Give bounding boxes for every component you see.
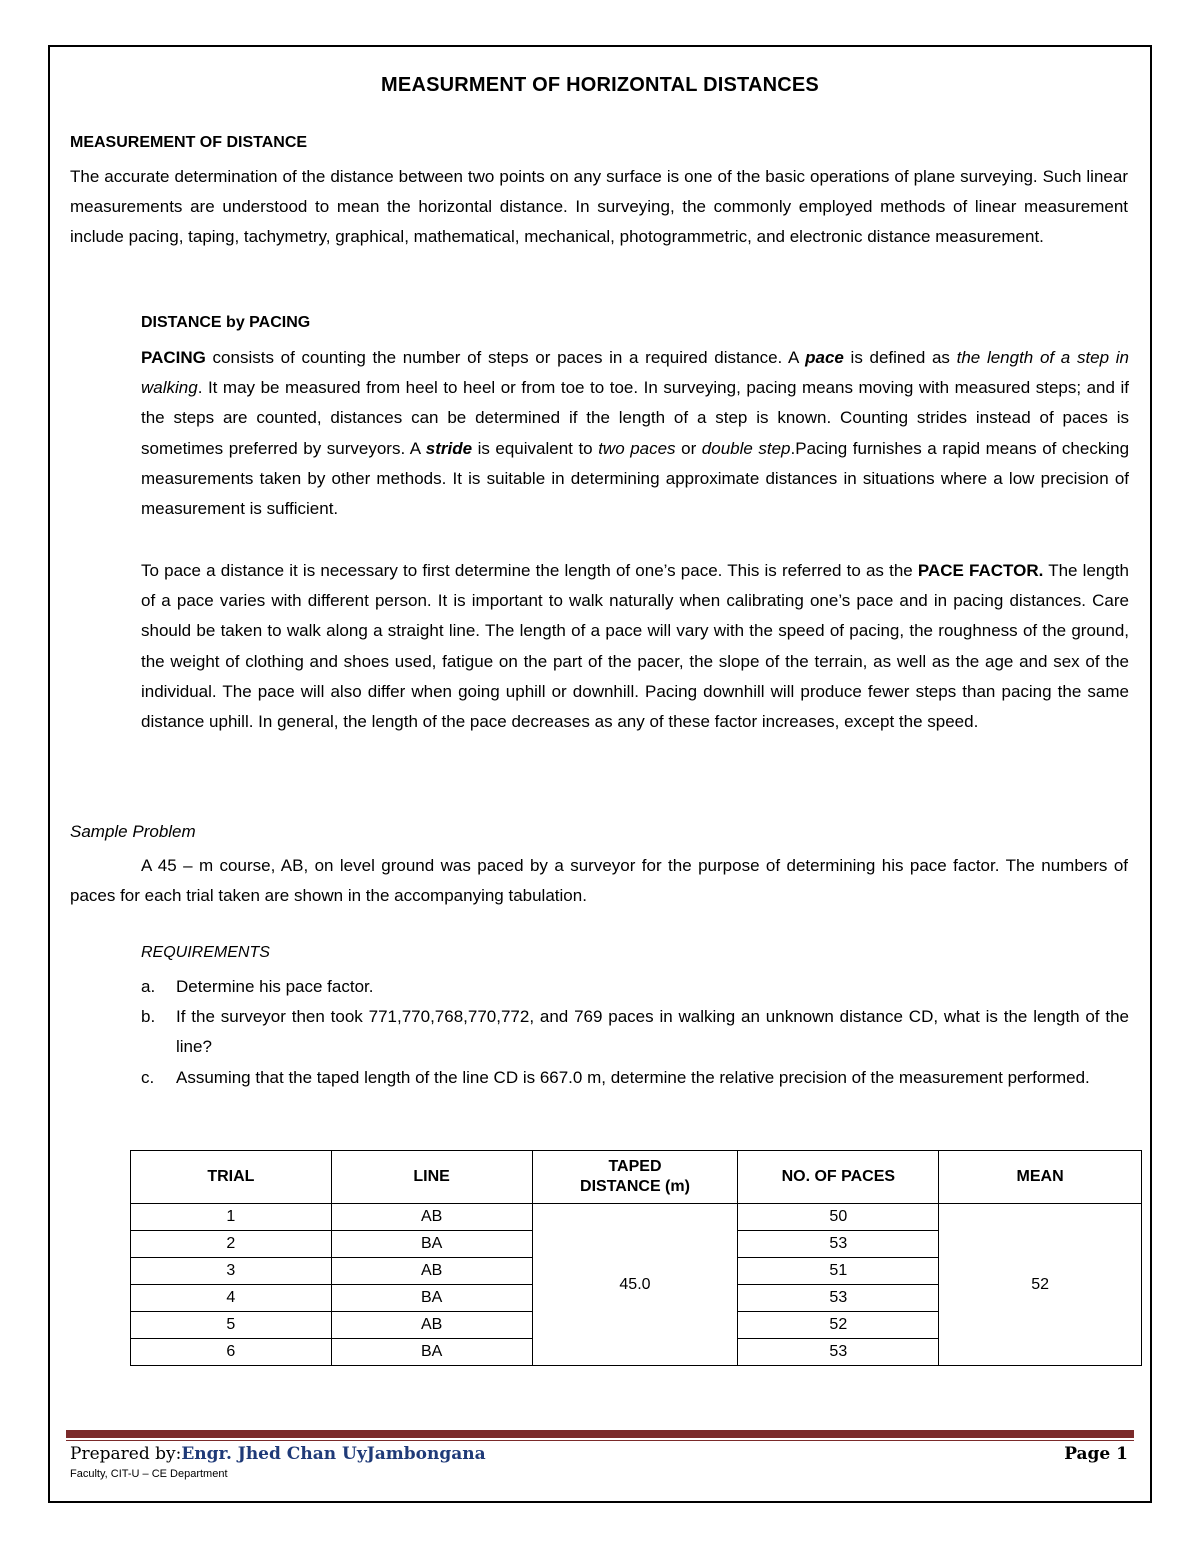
- pace-definition: the length of a step in walking: [141, 348, 1129, 398]
- paces-cell: 51: [738, 1258, 939, 1285]
- trial-cell: 3: [131, 1258, 332, 1285]
- section-heading-measurement: MEASUREMENT OF DISTANCE: [70, 134, 308, 151]
- requirements-heading: REQUIREMENTS: [141, 944, 270, 961]
- sample-problem-paragraph: A 45 – m course, AB, on level ground was paced by a surveyor for the purpose of determining his pace factor. The numbers of paces for each trial taken are shown in the accompanying tabulation.: [70, 856, 1128, 906]
- pacing-paragraph: [141, 343, 1129, 524]
- line-cell: BA: [331, 1231, 532, 1258]
- term-stride: stride: [425, 438, 473, 458]
- footer-prepared-by: [70, 1444, 486, 1464]
- pace-factor-paragraph: [141, 556, 1129, 737]
- line-cell: AB: [331, 1204, 532, 1231]
- column-header-taped-distance: TAPED DISTANCE (m): [532, 1151, 738, 1204]
- text-run: consists of counting the number of steps or paces in a required distance. A: [205, 348, 806, 367]
- requirement-label: a.: [141, 977, 156, 996]
- trial-cell: 5: [131, 1312, 332, 1339]
- line-cell: BA: [331, 1285, 532, 1312]
- trial-cell: 2: [131, 1231, 332, 1258]
- page-title: MEASURMENT OF HORIZONTAL DISTANCES: [381, 74, 819, 96]
- text-run: To pace a distance it is necessary to first determine the length of one’s pace. This is referred to as the: [141, 561, 918, 580]
- text-run: is defined as: [843, 348, 957, 367]
- author-affiliation: Faculty, CIT-U – CE Department: [70, 1468, 228, 1480]
- term-pace: pace: [805, 348, 844, 367]
- sample-problem-heading: Sample Problem: [70, 822, 196, 841]
- text-run: . It may be measured from heel to heel or from toe to toe. In surveying, pacing means moving with measured steps; and if the steps are counted, distances can be determined if the length of a step is known. Counting strides instead of paces is sometimes preferred by surveyors. A: [141, 378, 1129, 458]
- page-number: Page 1: [1064, 1444, 1128, 1464]
- stride-definition-1: two paces: [598, 438, 676, 458]
- requirements-list: [141, 972, 1129, 1093]
- line-cell: BA: [331, 1339, 532, 1366]
- mean-cell: 52: [939, 1204, 1142, 1366]
- stride-definition-2: double step: [701, 438, 791, 458]
- pacing-data-table: [130, 1150, 1142, 1366]
- paces-cell: 53: [738, 1339, 939, 1366]
- trial-cell: 4: [131, 1285, 332, 1312]
- paces-cell: 50: [738, 1204, 939, 1231]
- table-header-row: [131, 1151, 1142, 1204]
- intro-paragraph: The accurate determination of the distance between two points on any surface is one of the basic operations of plane surveying. Such linear measurements are understood to mean the horizontal distance. In surveying, the commonly employed methods of linear measurement include pacing, taping, tachymetry, graphical, mathematical, mechanical, photogrammetric, and electronic distance measurement.: [70, 167, 1128, 247]
- text-run: The length of a pace varies with different person. It is important to walk naturally when calibrating one’s pace and in pacing distances. Care should be taken to walk along a straight line. The length of a pace will vary with the speed of pacing, the roughness of the ground, the weight of clothing and shoes used, fatigue on the part of the pacer, the slope of the terrain, as well as the age and sex of the individual. The pace will also differ when going uphill or downhill. Pacing downhill will produce fewer steps than pacing the same distance uphill. In general, the length of the pace decreases as any of these factor increases, except the speed.: [141, 561, 1129, 732]
- paces-cell: 53: [738, 1285, 939, 1312]
- line-cell: AB: [331, 1258, 532, 1285]
- requirement-text: If the surveyor then took 771,770,768,770,772, and 769 paces in walking an unknown distance CD, what is the length of the line?: [176, 1007, 1129, 1057]
- table-row: [131, 1204, 1142, 1231]
- requirement-item: [141, 972, 1129, 1002]
- requirement-item: [141, 1063, 1129, 1093]
- line-cell: AB: [331, 1312, 532, 1339]
- text-run: or: [675, 438, 702, 458]
- column-header-paces: NO. OF PACES: [738, 1151, 939, 1204]
- prepared-by-label: Prepared by:: [70, 1444, 182, 1464]
- text-run: .Pacing furnishes a rapid means of checking measurements taken by other methods. It is suitable in determining approximate distances in situations where a low precision of measurement is sufficient.: [141, 438, 1130, 519]
- requirement-label: b.: [141, 1007, 156, 1027]
- requirement-text: Determine his pace factor.: [176, 977, 374, 996]
- text-run: is equivalent to: [472, 438, 599, 458]
- requirement-text: Assuming that the taped length of the line CD is 667.0 m, determine the relative precision of the measurement performed.: [176, 1067, 1090, 1087]
- section-heading-pacing: DISTANCE by PACING: [141, 314, 311, 331]
- column-header-trial: TRIAL: [131, 1151, 332, 1204]
- requirement-label: c.: [141, 1067, 155, 1087]
- paces-cell: 53: [738, 1231, 939, 1258]
- column-header-mean: MEAN: [939, 1151, 1142, 1204]
- paces-cell: 52: [738, 1312, 939, 1339]
- trial-cell: 6: [131, 1339, 332, 1366]
- trial-cell: 1: [131, 1204, 332, 1231]
- term-pace-factor: PACE FACTOR.: [917, 561, 1044, 580]
- footer-divider: [66, 1440, 1134, 1441]
- author-name: Engr. Jhed Chan UyJambongana: [181, 1444, 486, 1464]
- term-pacing: PACING: [141, 348, 206, 367]
- taped-distance-cell: 45.0: [532, 1204, 738, 1366]
- footer-accent-bar: [66, 1430, 1134, 1438]
- requirement-item: [141, 1002, 1129, 1062]
- column-header-line: LINE: [331, 1151, 532, 1204]
